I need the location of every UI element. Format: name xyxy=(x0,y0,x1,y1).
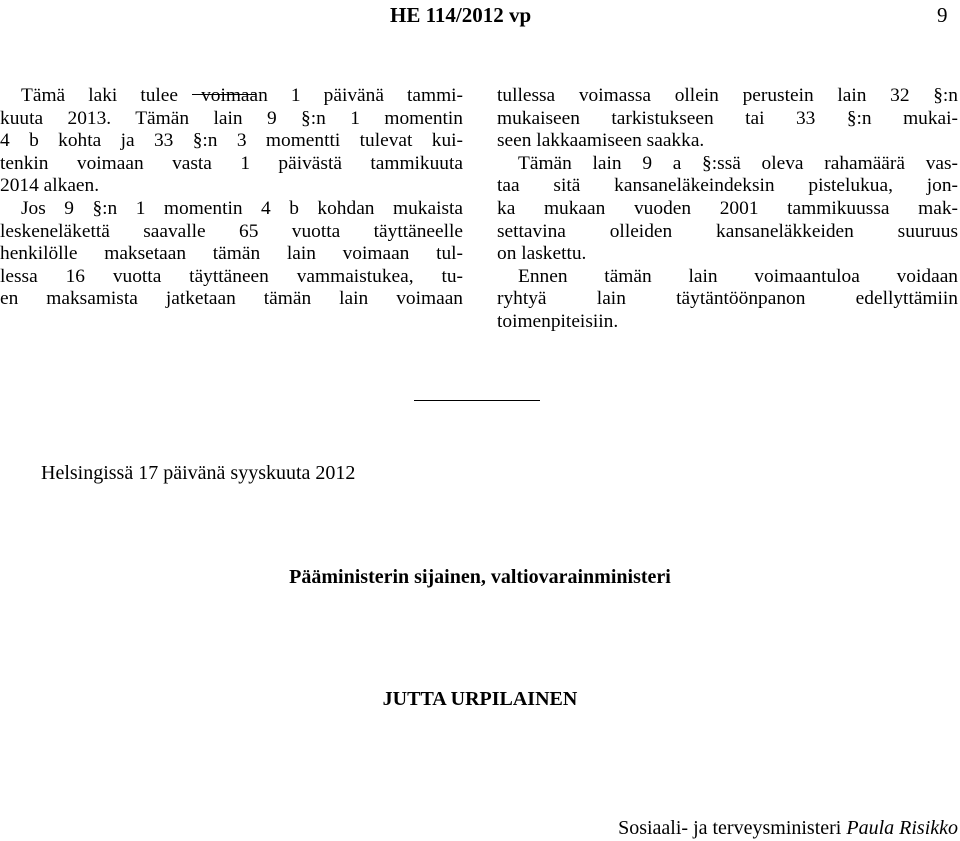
signer-title: Pääministerin sijainen, valtiovarainministeri xyxy=(289,566,671,588)
text-line: on laskettu. xyxy=(497,243,587,265)
text-line: Jos 9 §:n 1 momentin 4 b kohdan mukaista xyxy=(21,197,463,219)
countersign-name: Paula Risikko xyxy=(846,817,958,839)
text-line: settavina olleiden kansaneläkkeiden suuruus xyxy=(497,220,958,242)
text-line: mukaiseen tarkistukseen tai 33 §:n mukai- xyxy=(497,107,958,129)
text-line: leskeneläkettä saavalle 65 vuotta täyttäneelle xyxy=(0,220,463,242)
text-line: Ennen tämän lain voimaantuloa voidaan xyxy=(518,265,958,287)
text-line: 4 b kohta ja 33 §:n 3 momentti tulevat kui- xyxy=(0,130,463,152)
left-text-column xyxy=(0,85,463,311)
place-and-date: Helsingissä 17 päivänä syyskuuta 2012 xyxy=(41,462,356,484)
text-line: toimenpiteisiin. xyxy=(497,310,619,332)
text-line: 2014 alkaen. xyxy=(0,175,100,197)
text-line: lessa 16 vuotta täyttäneen vammaistukea, tu- xyxy=(0,265,463,287)
page-number: 9 xyxy=(937,3,948,27)
section-divider-long xyxy=(414,400,540,401)
text-line: tullessa voimassa ollein perustein lain 32 §:n xyxy=(497,85,958,106)
signer-name: JUTTA URPILAINEN xyxy=(382,688,578,710)
document-id: HE 114/2012 vp xyxy=(390,3,532,27)
text-line: tenkin voimaan vasta 1 päivästä tammikuuta xyxy=(0,152,463,174)
countersignature xyxy=(618,816,958,840)
text-line: ryhtyä lain täytäntöönpanon edellyttämiin xyxy=(497,288,958,310)
text-line: henkilölle maksetaan tämän lain voimaan tul- xyxy=(0,243,463,265)
text-line: kuuta 2013. Tämän lain 9 §:n 1 momentin xyxy=(0,107,463,129)
text-line: ka mukaan vuoden 2001 tammikuussa mak- xyxy=(497,197,958,219)
countersign-title: Sosiaali- ja terveysministeri xyxy=(618,817,842,839)
text-line: seen lakkaamiseen saakka. xyxy=(497,130,705,152)
text-line: Tämä laki tulee voimaan 1 päivänä tammi- xyxy=(21,85,463,106)
text-line: taa sitä kansaneläkeindeksin pistelukua, jon- xyxy=(497,175,958,197)
right-text-column xyxy=(497,85,958,334)
text-line: en maksamista jatketaan tämän lain voimaan xyxy=(0,288,463,310)
text-line: Tämän lain 9 a §:ssä oleva rahamäärä vas- xyxy=(518,152,958,174)
